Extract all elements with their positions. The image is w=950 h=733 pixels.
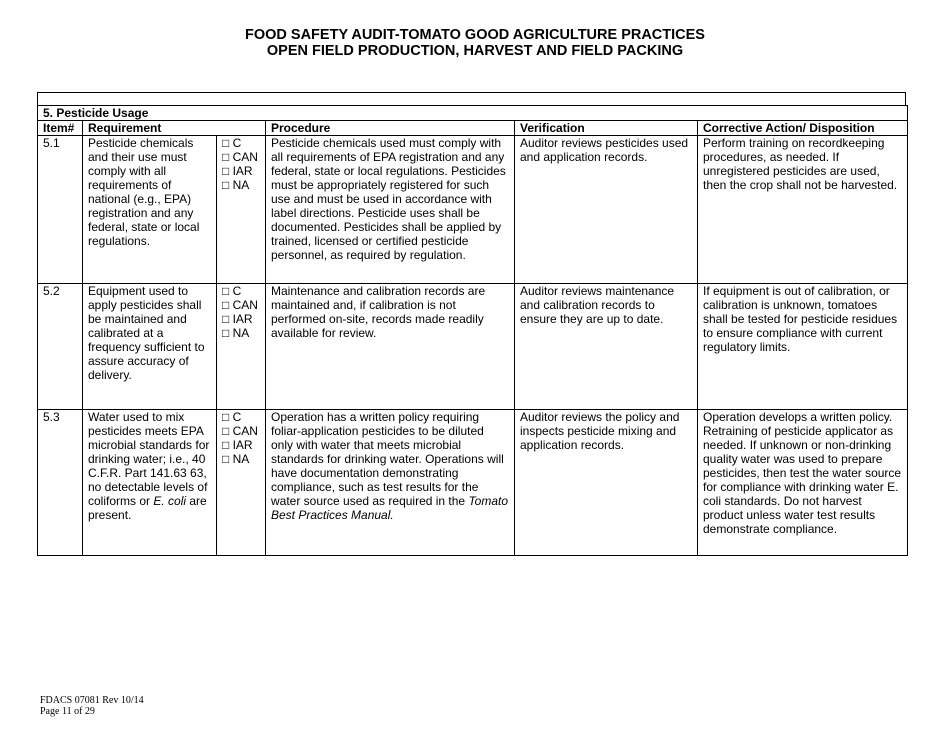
verification-cell: Auditor reviews maintenance and calibration records to ensure they are up to date.: [515, 284, 698, 410]
col-header-verification: Verification: [515, 121, 698, 136]
procedure-cell: Maintenance and calibration records are maintained and, if calibration is not performed on-site, records made readily available for review.: [266, 284, 515, 410]
item-number: 5.2: [38, 284, 83, 410]
option-iar-checkbox[interactable]: □ IAR: [222, 312, 253, 326]
option-na-checkbox[interactable]: □ NA: [222, 452, 250, 466]
procedure-text: Operation has a written policy requiring foliar-application pesticides to be diluted only with water that meets microbial standards for drinking water. Operations will have documentation demonstrating compliance, such as test results for the water source used as required in the: [271, 410, 504, 508]
table-row: [38, 284, 908, 410]
option-can-checkbox[interactable]: □ CAN: [222, 424, 258, 438]
column-header-row: [38, 121, 908, 136]
requirement-cell: [83, 410, 217, 556]
verification-cell: Auditor reviews the policy and inspects pesticide mixing and application records.: [515, 410, 698, 556]
corrective-action-cell: Operation develops a written policy. Retraining of pesticide applicator as needed. If unknown or non-drinking quality water was used to prepare pesticides, then test the water source for compliance with drinking water E. coli standards. Do not harvest product unless water test results demonstrate compliance.: [698, 410, 908, 556]
audit-table: [37, 105, 908, 556]
option-c-checkbox[interactable]: □ C: [222, 136, 242, 150]
table-row: [38, 410, 908, 556]
compliance-options: [217, 136, 266, 284]
col-header-item: Item#: [38, 121, 83, 136]
section-header-row: [38, 106, 908, 121]
page-title-line-1: FOOD SAFETY AUDIT-TOMATO GOOD AGRICULTURE PRACTICES: [245, 27, 705, 43]
compliance-options: [217, 284, 266, 410]
corrective-action-cell: If equipment is out of calibration, or calibration is unknown, tomatoes shall be tested for pesticide residues to ensure compliance with current regulatory limits.: [698, 284, 908, 410]
requirement-text: Water used to mix pesticides meets EPA microbial standards for drinking water; i.e., 40 C.F.R. Part 141.63 63, no detectable levels of coliforms or: [88, 410, 210, 508]
option-na-checkbox[interactable]: □ NA: [222, 326, 250, 340]
form-id: FDACS 07081 Rev 10/14: [40, 695, 144, 706]
compliance-options: [217, 410, 266, 556]
option-iar-checkbox[interactable]: □ IAR: [222, 438, 253, 452]
requirement-cell: Pesticide chemicals and their use must comply with all requirements of national (e.g., EPA) registration and any federal, state or local regulations.: [83, 136, 217, 284]
requirement-cell: Equipment used to apply pesticides shall be maintained and calibrated at a frequency sufficient to assure accuracy of delivery.: [83, 284, 217, 410]
col-header-procedure: Procedure: [266, 121, 515, 136]
requirement-tail-text: are present.: [88, 494, 207, 522]
page-number: Page 11 of 29: [40, 706, 95, 717]
option-c-checkbox[interactable]: □ C: [222, 284, 242, 298]
section-title: 5. Pesticide Usage: [38, 106, 908, 121]
col-header-requirement: Requirement: [83, 121, 266, 136]
option-can-checkbox[interactable]: □ CAN: [222, 150, 258, 164]
option-can-checkbox[interactable]: □ CAN: [222, 298, 258, 312]
procedure-cell: Pesticide chemicals used must comply with all requirements of EPA registration and any federal, state or local regulations. Pesticides must be appropriately registered for such use and must be used in accordance with label directions. Pesticide uses shall be documented. Pesticides shall be applied by trained, licensed or certified pesticide personnel, as required by regulation.: [266, 136, 515, 284]
blank-header-box: [37, 92, 906, 105]
requirement-italic-text: E. coli: [153, 494, 187, 508]
item-number: 5.3: [38, 410, 83, 556]
procedure-cell: [266, 410, 515, 556]
page-title-line-2: OPEN FIELD PRODUCTION, HARVEST AND FIELD PACKING: [266, 43, 684, 59]
option-iar-checkbox[interactable]: □ IAR: [222, 164, 253, 178]
option-na-checkbox[interactable]: □ NA: [222, 178, 250, 192]
corrective-action-cell: Perform training on recordkeeping procedures, as needed. If unregistered pesticides are used, then the crop shall not be harvested.: [698, 136, 908, 284]
item-number: 5.1: [38, 136, 83, 284]
procedure-italic-text: Tomato Best Practices Manual.: [271, 494, 509, 522]
table-row: [38, 136, 908, 284]
col-header-corrective: Corrective Action/ Disposition: [698, 121, 908, 136]
verification-cell: Auditor reviews pesticides used and application records.: [515, 136, 698, 284]
option-c-checkbox[interactable]: □ C: [222, 410, 242, 424]
